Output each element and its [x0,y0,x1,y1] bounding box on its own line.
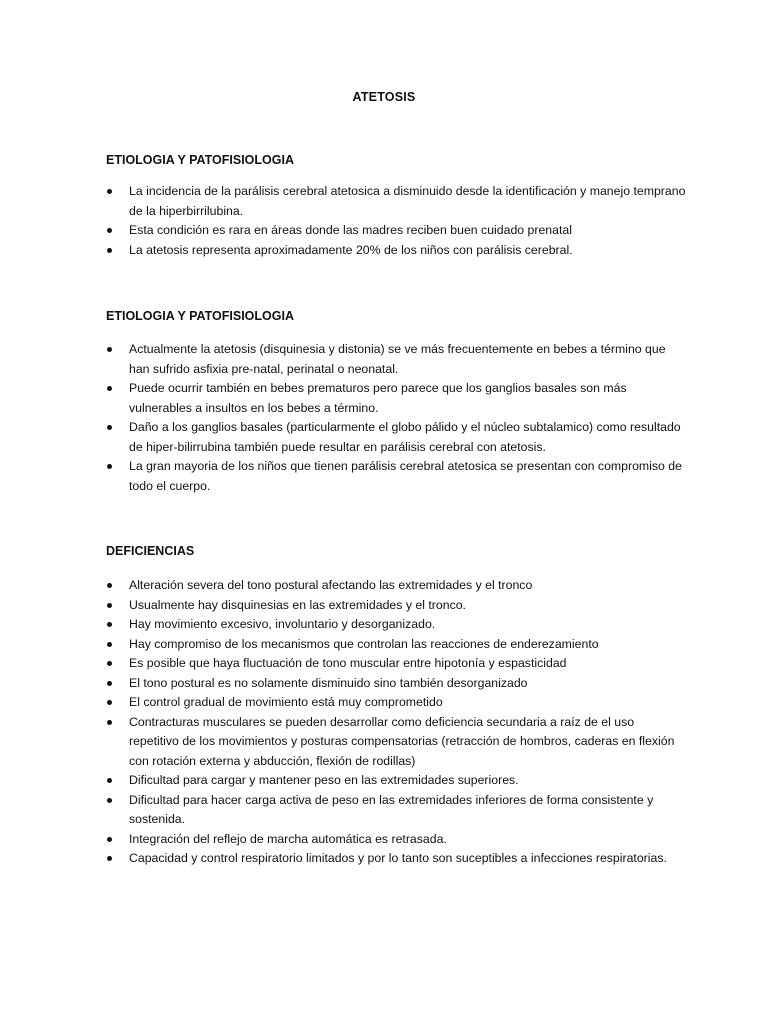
bullet-icon [107,228,112,233]
bullet-list [106,340,686,496]
list-item-text: Hay movimiento excesivo, involuntario y desorganizado. [129,617,436,631]
bullet-icon [107,347,112,352]
bullet-icon [107,798,112,803]
list-item-text: Esta condición es rara en áreas donde las madres reciben buen cuidado prenatal [129,223,572,237]
bullet-icon [107,720,112,725]
list-item-text: Dificultad para cargar y mantener peso en las extremidades superiores. [129,773,519,787]
list-item-text: El tono postural es no solamente disminuido sino también desorganizado [129,675,528,690]
bullet-icon [107,464,112,469]
list-item [106,615,686,635]
bullet-icon [107,248,112,253]
bullet-icon [107,642,112,647]
list-item [106,791,686,830]
list-item-text: El control gradual de movimiento está muy comprometido [129,695,443,709]
list-item-text: Es posible que haya fluctuación de tono muscular entre hipotonía y espasticidad [129,656,567,670]
list-item-text: Hay compromiso de los mecanismos que controlan las reacciones de enderezamiento [129,636,599,651]
section-heading: ETIOLOGIA Y PATOFISIOLOGIA [106,309,294,323]
list-item-text: Puede ocurrir también en bebes prematuros pero parece que los ganglios basales son más vulnerables a insultos en los bebes a término. [129,381,627,415]
list-item [106,241,686,261]
list-item [106,457,686,496]
section-deficiencias [106,542,686,869]
list-item-text: Contracturas musculares se pueden desarrollar como deficiencia secundaria a raíz de el uso repetitivo de los movimientos y posturas compensatorias (retracción de hombros, caderas en flexión con rotación externa y abducción, flexión de rodillas) [129,714,675,768]
list-item [106,596,686,616]
bullet-icon [107,425,112,430]
list-item-text: Actualmente la atetosis (disquinesia y distonia) se ve más frecuentemente en bebes a término que han sufrido asfixia pre-natal, perinatal o neonatal. [129,342,666,376]
list-item [106,849,686,869]
bullet-icon [107,189,112,194]
list-item-text: Alteración severa del tono postural afectando las extremidades y el tronco [129,578,533,592]
list-item-text: La gran mayoria de los niños que tienen parálisis cerebral atetosica se presentan con compromiso de todo el cuerpo. [129,459,682,493]
bullet-icon [107,700,112,705]
list-item [106,654,686,674]
list-item-text: La atetosis representa aproximadamente 20% de los niños con parálisis cerebral. [129,242,573,257]
list-item [106,830,686,850]
list-item-text: Daño a los ganglios basales (particularmente el globo pálido y el núcleo subtalamico) como resultado de hiper-bilirrubina también puede resultar en parálisis cerebral con atetosis. [129,420,681,454]
list-item-text: Usualmente hay disquinesias en las extremidades y el tronco. [129,597,466,612]
section-heading: ETIOLOGIA Y PATOFISIOLOGIA [106,153,294,167]
list-item [106,418,686,457]
list-item [106,182,686,221]
list-item [106,221,686,241]
bullet-icon [107,603,112,608]
bullet-icon [107,386,112,391]
section-etiologia-2 [106,307,686,496]
list-item [106,693,686,713]
bullet-list [106,182,686,260]
bullet-icon [107,661,112,666]
document-title: ATETOSIS [352,90,416,104]
list-item-text: Dificultad para hacer carga activa de peso en las extremidades inferiores de forma consistente y sostenida. [129,792,654,826]
bullet-icon [107,622,112,627]
list-item [106,340,686,379]
list-item [106,674,686,694]
list-item-text: Capacidad y control respiratorio limitados y por lo tanto son suceptibles a infecciones respiratorias. [129,851,667,865]
bullet-list [106,576,686,869]
list-item [106,713,686,772]
bullet-icon [107,778,112,783]
bullet-icon [107,837,112,842]
bullet-icon [107,583,112,588]
list-item [106,576,686,596]
list-item-text: Integración del reflejo de marcha automática es retrasada. [129,831,447,846]
section-heading: DEFICIENCIAS [106,544,195,558]
list-item [106,771,686,791]
bullet-icon [107,681,112,686]
list-item [106,635,686,655]
section-etiologia-1 [106,151,686,260]
list-item [106,379,686,418]
list-item-text: La incidencia de la parálisis cerebral atetosica a disminuido desde la identificación y manejo temprano de la hiperbirrilubina. [129,184,686,218]
bullet-icon [107,856,112,861]
